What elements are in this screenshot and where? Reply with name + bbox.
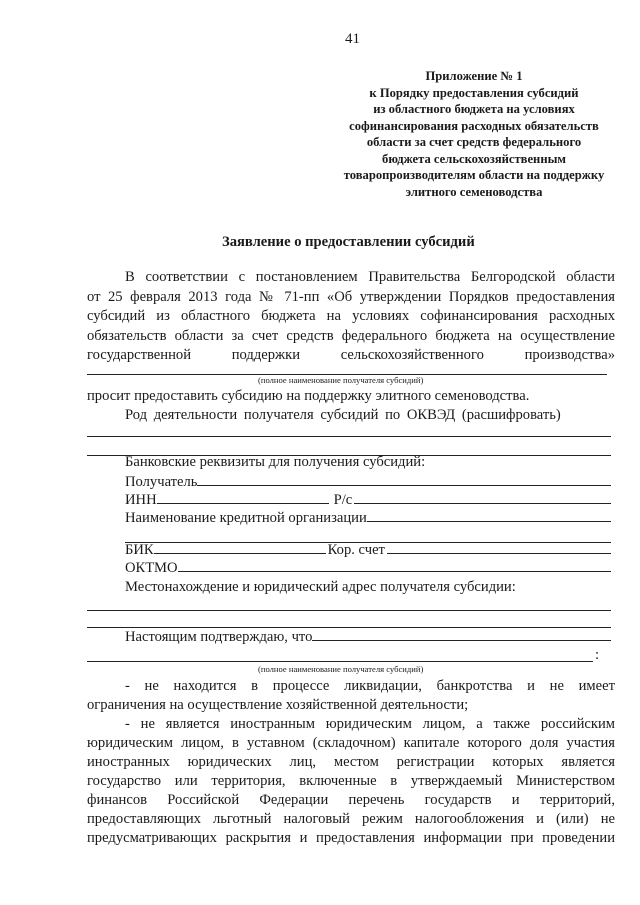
inn-row	[125, 490, 611, 509]
appendix-line: бюджета сельскохозяйственным	[382, 151, 566, 166]
recipient-caption-2: (полное наименование получателя субсидий)	[258, 664, 424, 674]
condition-line: ограничения на осуществление хозяйственной деятельности;	[87, 697, 469, 713]
appendix-line: области за счет средств федерального	[366, 135, 582, 149]
inn-label: ИНН	[125, 492, 157, 508]
page-number: 41	[345, 31, 360, 47]
recipient-caption: (полное наименование получателя субсидий)	[258, 375, 424, 385]
condition-line: предусматривающих раскрытия и предоставления информации при проведении	[87, 830, 615, 846]
recipient-row	[125, 472, 611, 491]
address-line-1[interactable]	[87, 610, 611, 611]
inn-field[interactable]	[157, 490, 329, 504]
oktmo-row	[125, 558, 611, 577]
recipient-field[interactable]	[197, 472, 611, 486]
confirm-row	[125, 627, 611, 646]
bank-header: Банковские реквизиты для получения субсидий:	[125, 454, 426, 470]
oktmo-field[interactable]	[178, 558, 611, 572]
confirm-field[interactable]	[312, 627, 611, 641]
confirm-label: Настоящим подтверждаю, что	[125, 629, 313, 645]
bik-label: БИК	[125, 542, 154, 558]
condition-line: - не является иностранным юридическим лицом, а также российским	[125, 716, 615, 732]
okved-line-1[interactable]	[87, 436, 611, 437]
condition-line: финансов Российской Федерации перечень государств и территорий,	[87, 792, 615, 808]
credit-org-label: Наименование кредитной организации	[125, 510, 367, 526]
paragraph-line: В соответствии с постановлением Правительства Белгородской области	[125, 269, 615, 285]
request-text: просит предоставить субсидию на поддержку элитного семеноводства.	[87, 388, 530, 404]
appendix-line: к Порядку предоставления субсидий	[369, 85, 579, 100]
confirm-colon: :	[595, 647, 600, 663]
paragraph-line: государственной поддержки сельскохозяйственного производства»	[87, 347, 615, 363]
condition-line: - не находится в процессе ликвидации, банкротства и не имеет	[125, 678, 615, 694]
appendix-line: товаропроизводителям области на поддержку	[343, 168, 605, 182]
condition-line: иностранных юридических лиц, местом регистрации которых является	[87, 754, 615, 770]
oktmo-label: ОКТМО	[125, 560, 178, 576]
appendix-line: элитного семеноводства	[405, 184, 543, 199]
condition-line: предоставляющих льготный налоговый режим налогообложения и (или) не	[87, 811, 615, 827]
paragraph-line: от 25 февраля 2013 года № 71-пп «Об утверждении Порядков предоставления	[87, 288, 615, 305]
document-title: Заявление о предоставлении субсидий	[222, 234, 475, 250]
recipient-label: Получатель	[125, 474, 198, 490]
corr-label: Кор. счет	[327, 542, 385, 558]
paragraph-line: субсидий из областного бюджета на условиях софинансирования расходных	[87, 308, 615, 324]
paragraph-line: обязательств области за счет средств федерального бюджета на осуществление	[87, 327, 615, 344]
appendix-line: софинансирования расходных обязательств	[349, 118, 599, 133]
okved-text: Род деятельности получателя субсидий по ОКВЭД (расшифровать)	[125, 407, 561, 423]
appendix-line: Приложение № 1	[425, 69, 523, 83]
account-label: Р/с	[333, 492, 353, 508]
appendix-line: из областного бюджета на условиях	[373, 102, 575, 116]
bik-field[interactable]	[154, 540, 326, 554]
condition-line: юридическим лицом, в уставном (складочном) капитале которого доля участия	[87, 735, 615, 751]
credit-org-row	[125, 508, 611, 527]
confirm-line-2[interactable]	[87, 661, 593, 662]
bik-row	[125, 540, 611, 559]
credit-org-field[interactable]	[367, 508, 611, 522]
corr-field[interactable]	[387, 540, 611, 554]
account-field[interactable]	[354, 490, 611, 504]
address-label: Местонахождение и юридический адрес получателя субсидии:	[125, 579, 516, 595]
condition-line: государство или территория, включенные в утверждаемый Министерством	[87, 773, 615, 789]
